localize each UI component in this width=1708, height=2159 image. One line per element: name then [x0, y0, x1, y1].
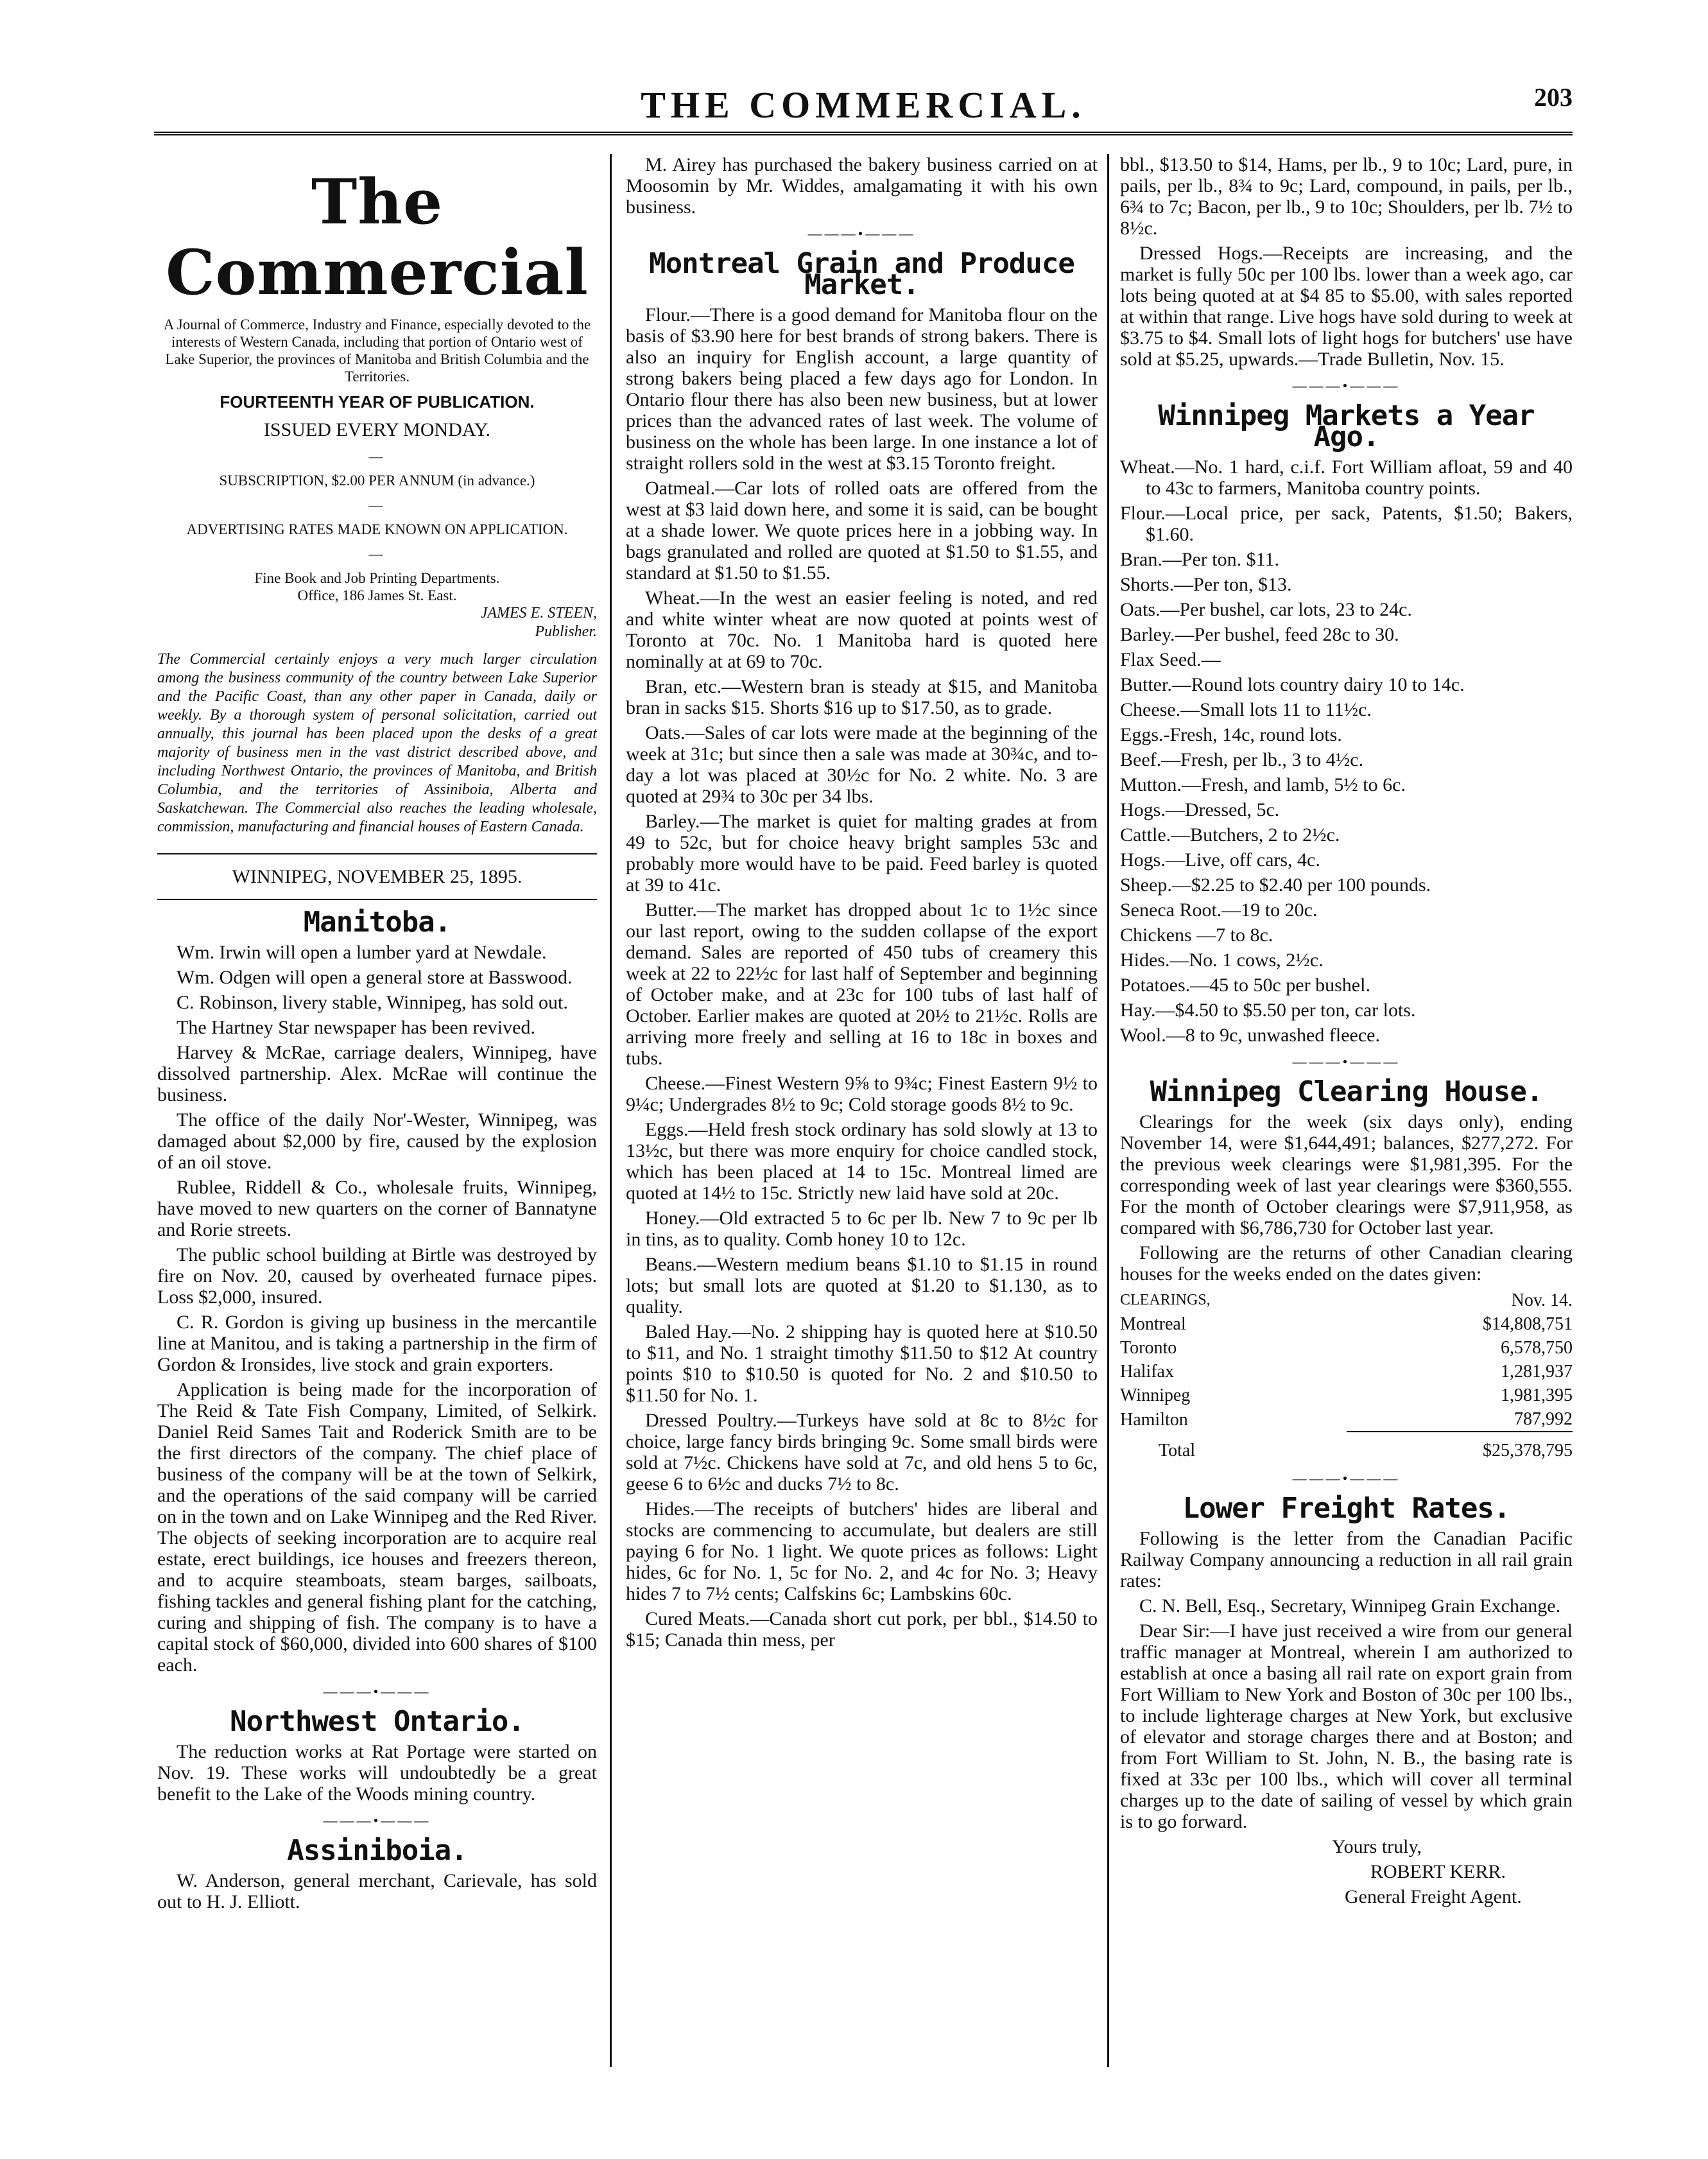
freight-body: Dear Sir:—I have just received a wire from our general traffic manager at Montreal, wherein I am authorized to establish at once a basing all rail rate on export grain from Fort William to New York and Boston of 30c per 100 lbs., to include lighterage charges at New York, but exclusive of elevator and storage charges there and at Boston; and from Fort William to St. John, N. B., the basing rate is fixed at 33c per 100 lbs., which will cover all terminal charges up to the date of sailing of vessel by which grain is to go forward. — [1120, 1620, 1573, 1832]
city-value: 6,578,750 — [1501, 1338, 1573, 1358]
city-name: Winnipeg — [1120, 1385, 1191, 1405]
market-item: Cheese.—Finest Western 9⅝ to 9¾c; Finest Eastern 9½ to 9¼c; Undergrades 8½ to 9c; Cold storage goods 8½ to 9c. — [626, 1073, 1098, 1115]
news-item: The office of the daily Nor'-Wester, Winnipeg, was damaged about $2,000 by fire, caused by the explosion of an oil stove. — [157, 1109, 597, 1173]
market-item: Butter.—The market has dropped about 1c to 1½c since our last report, owing to the sudden collapse of the export demand. Sales are reported of 450 tubs of creamery this week at 22 to 22½c for last half of September and beginning of October make, and at 23c for 100 tubs of last half of October. Earlier makes are quoted at 20½ to 21½c. Rolls are arriving more freely and selling at 16 to 18c in boxes and tubs. — [626, 899, 1098, 1069]
list-item: Cheese.—Small lots 11 to 11½c. — [1120, 699, 1372, 720]
list-item: Mutton.—Fresh, and lamb, 5½ to 6c. — [1120, 774, 1406, 795]
news-item: Harvey & McRae, carriage dealers, Winnipeg, have dissolved partnership. Alex. McRae will continue the business. — [157, 1042, 597, 1106]
issued-line: ISSUED EVERY MONDAY. — [263, 419, 491, 440]
page-number: 203 — [1534, 83, 1573, 112]
clearing-paragraph: Following are the returns of other Canadian clearing houses for the weeks ended on the dates given: — [1120, 1242, 1573, 1285]
clearing-paragraph: Clearings for the week (six days only), ending November 14, were $1,644,491; balances, $277,272. For the previous week clearings were $1,981,395. For the corresponding week of last year clearings were $360,555. For the month of October clearings were $7,911,958, as compared with $6,786,730 for October last year. — [1120, 1111, 1573, 1238]
separator: ———•——— — [323, 1812, 431, 1828]
running-title: THE COMMERCIAL. — [641, 84, 1086, 126]
list-item: Flax Seed.— — [1120, 649, 1221, 670]
list-item: Chickens —7 to 8c. — [1120, 924, 1273, 946]
list-item: Sheep.—$2.25 to $2.40 per 100 pounds. — [1120, 874, 1431, 896]
news-item: M. Airey has purchased the bakery business carried on at Moosomin by Mr. Widdes, amalgamating it with his own business. — [626, 154, 1098, 218]
section-heading: Montreal Grain and Produce Market. — [649, 247, 1074, 301]
market-item: Oats.—Sales of car lots were made at the beginning of the week at 31c; but since then a sale was made at 30¾c, and to-day a lot was placed at 30½c for No. 2 white. No. 3 are quoted at 29¾ to 30c per 34 lbs. — [626, 722, 1098, 807]
header-rule — [154, 132, 1573, 135]
city-name: Hamilton — [1120, 1409, 1188, 1430]
city-name: Halifax — [1120, 1362, 1174, 1382]
freight-address: C. N. Bell, Esq., Secretary, Winnipeg Grain Exchange. — [1139, 1595, 1561, 1617]
column-rule-2 — [1107, 154, 1109, 2067]
separator: ———•——— — [1292, 1470, 1401, 1486]
news-item: The reduction works at Rat Portage were started on Nov. 19. These works will undoubtedly be a great benefit to the Lake of the Woods mining country. — [157, 1741, 597, 1805]
market-item: bbl., $13.50 to $14, Hams, per lb., 9 to 10c; Lard, pure, in pails, per lb., 8¾ to 9c; Lard, compound, in pails, per lb., 6¾ to 7c; Bacon, per lb., 9 to 10c; Shoulders, per lb. 7½ to 8½c. — [1120, 154, 1573, 239]
column-rule-1 — [610, 154, 612, 2067]
market-item: Wheat.—In the west an easier feeling is noted, and red and white winter wheat are now quoted at points west of Toronto at 70c. No. 1 Manitoba hard is quoted here nominally at at 69 to 70c. — [626, 587, 1098, 672]
dateline: WINNIPEG, NOVEMBER 25, 1895. — [157, 853, 597, 900]
city-name: Montreal — [1120, 1314, 1186, 1334]
advertising-line: ADVERTISING RATES MADE KNOWN ON APPLICATION. — [186, 521, 568, 537]
total-value: $25,378,795 — [1347, 1432, 1573, 1462]
city-value: 787,992 — [1514, 1409, 1573, 1429]
list-item: Hides.—No. 1 cows, 2½c. — [1120, 949, 1324, 971]
list-item: Beef.—Fresh, per lb., 3 to 4½c. — [1120, 749, 1364, 770]
list-item: Hogs.—Live, off cars, 4c. — [1120, 849, 1320, 871]
city-name: Toronto — [1120, 1338, 1177, 1358]
news-item: Wm. Irwin will open a lumber yard at Newdale. — [177, 942, 547, 963]
news-item: Rublee, Riddell & Co., wholesale fruits, Winnipeg, have moved to new quarters on the corner of Bannatyne and Rorie streets. — [157, 1177, 597, 1240]
separator: — — [368, 497, 386, 513]
market-item: Barley.—The market is quiet for malting grades at from 49 to 52c, but for choice heavy bright samples 53c and probably more would have to be paid. Feed barley is quoted at 39 to 41c. — [626, 811, 1098, 896]
market-item: Dressed Hogs.—Receipts are increasing, and the market is fully 50c per 100 lbs. lower than a week ago, car lots being quoted at at $4 85 to $5.00, with sales reported at within that range. Live hogs have sold during to week at $3.75 to $4. Small lots of light hogs for butchers' use have sold at $5.25, upwards.—Trade Bulletin, Nov. 15. — [1120, 243, 1573, 370]
list-item: Seneca Root.—19 to 20c. — [1120, 899, 1318, 921]
table-row — [1120, 1312, 1573, 1336]
clearings-date-label: Nov. 14. — [1511, 1290, 1573, 1310]
freight-intro: Following is the letter from the Canadian Pacific Railway Company announcing a reduction in all rail grain rates: — [1120, 1528, 1573, 1591]
signer: ROBERT KERR. — [1370, 1861, 1506, 1882]
city-value: 1,281,937 — [1501, 1362, 1573, 1382]
list-item: Hogs.—Dressed, 5c. — [1120, 799, 1280, 820]
clearings-table — [1120, 1288, 1573, 1462]
publisher-name: JAMES E. STEEN, — [480, 605, 597, 621]
separator: — — [368, 546, 386, 562]
section-heading: Northwest Ontario. — [230, 1705, 524, 1738]
column-2 — [626, 154, 1098, 2093]
masthead-title: The Commercial — [166, 166, 589, 309]
printing-line: Fine Book and Job Printing Departments. — [254, 570, 500, 586]
separator: ———•——— — [1292, 377, 1401, 394]
section-heading: Lower Freight Rates. — [1182, 1492, 1510, 1525]
list-item: Potatoes.—45 to 50c per bushel. — [1120, 975, 1370, 996]
list-item: Cattle.—Butchers, 2 to 2½c. — [1120, 824, 1340, 845]
separator: — — [368, 448, 386, 464]
year-ago-list — [1120, 456, 1573, 1046]
list-item: Barley.—Per bushel, feed 28c to 30. — [1120, 624, 1399, 645]
news-item: C. R. Gordon is giving up business in the mercantile line at Manitou, and is taking a partnership in the firm of Gordon & Ironsides, live stock and grain exporters. — [157, 1312, 597, 1375]
list-item: Eggs.-Fresh, 14c, round lots. — [1120, 724, 1342, 745]
market-item: Beans.—Western medium beans $1.10 to $1.15 in round lots; but small lots are quoted at $1.20 to $1.130, as to quality. — [626, 1254, 1098, 1317]
signature-block — [1120, 1836, 1573, 1907]
list-item: Bran.—Per ton. $11. — [1120, 549, 1280, 570]
column-1 — [157, 154, 597, 2093]
table-row — [1120, 1383, 1573, 1407]
clearings-column-label: CLEARINGS, — [1120, 1292, 1211, 1308]
list-item: Flour.—Local price, per sack, Patents, $1.50; Bakers, $1.60. — [1120, 503, 1573, 545]
page-header — [154, 77, 1573, 148]
office-line: Office, 186 James St. East. — [297, 587, 457, 603]
section-heading: Winnipeg Clearing House. — [1150, 1075, 1543, 1108]
circulation-blurb: The Commercial certainly enjoys a very much larger circulation among the business community of the country between Lake Superior and the Pacific Coast, than any other paper in Canada, daily or weekly. By a thorough system of personal solicitation, carried out annually, this journal has been placed upon the desks of a great majority of business men in the vast district described above, and including Northwest Ontario, the provinces of Manitoba, and British Columbia, and the territories of Assiniboia, Alberta and Saskatchewan. The Commercial also reaches the leading wholesale, commission, manufacturing and financial houses of Eastern Canada. — [157, 651, 597, 835]
subscription-line: SUBSCRIPTION, $2.00 PER ANNUM (in advance.) — [219, 473, 535, 489]
table-header-row — [1120, 1288, 1573, 1312]
section-heading: Manitoba. — [303, 906, 451, 939]
table-row — [1120, 1336, 1573, 1360]
separator: ———•——— — [807, 225, 916, 241]
manitoba-items — [157, 942, 597, 1676]
market-item: Hides.—The receipts of butchers' hides are liberal and stocks are commencing to accumulate, but dealers are still paying 6 for No. 1 light. We quote prices as follows: Light hides, 6c for No. 1, 5c for No. 2, and 4c for No. 3; Heavy hides 7 to 7½ cents; Calfskins 6c; Lambskins 60c. — [626, 1498, 1098, 1604]
signer-title: General Freight Agent. — [1345, 1886, 1522, 1907]
publication-year: FOURTEENTH YEAR OF PUBLICATION. — [220, 392, 535, 412]
table-row — [1120, 1360, 1573, 1383]
market-item: Honey.—Old extracted 5 to 6c per lb. New 7 to 9c per lb in tins, as to quality. Comb honey 10 to 12c. — [626, 1208, 1098, 1250]
market-item: Eggs.—Held fresh stock ordinary has sold slowly at 13 to 13½c, but there was more enquiry for choice candled stock, which has been placed at 14 to 15c. Montreal limed are quoted at 14½ to 15c. Strictly new laid have sold at 20c. — [626, 1119, 1098, 1204]
total-label: Total — [1159, 1440, 1196, 1461]
news-item: C. Robinson, livery stable, Winnipeg, has sold out. — [177, 992, 568, 1013]
market-item: Bran, etc.—Western bran is steady at $15, and Manitoba bran in sacks $15. Shorts $16 up to $17.50, as to grade. — [626, 676, 1098, 718]
list-item: Hay.—$4.50 to $5.50 per ton, car lots. — [1120, 1000, 1416, 1021]
city-value: 1,981,395 — [1501, 1385, 1573, 1405]
separator: ———•——— — [1292, 1053, 1401, 1070]
list-item: Shorts.—Per ton, $13. — [1120, 574, 1292, 595]
column-3 — [1120, 154, 1573, 2093]
masthead-description: A Journal of Commerce, Industry and Finance, especially devoted to the interests of Western Canada, including that portion of Ontario west of Lake Superior, the provinces of Manitoba and British Columbia and the Territories. — [163, 316, 591, 385]
news-item: Wm. Odgen will open a general store at Basswood. — [177, 967, 573, 988]
market-item: Dressed Poultry.—Turkeys have sold at 8c to 8½c for choice, large fancy birds bringing 9c. Some small birds were sold at 7½c. Chickens have sold at 7c, and old hens 5 to 6c, geese 6 to 6½c and ducks 7½ to 8c. — [626, 1410, 1098, 1495]
list-item: Wheat.—No. 1 hard, c.i.f. Fort William afloat, 59 and 40 to 43c to farmers, Manitoba country points. — [1120, 456, 1573, 499]
market-item: Cured Meats.—Canada short cut pork, per bbl., $14.50 to $15; Canada thin mess, per — [626, 1608, 1098, 1651]
news-item: W. Anderson, general merchant, Carievale, has sold out to H. J. Elliott. — [157, 1870, 597, 1912]
section-heading: Winnipeg Markets a Year Ago. — [1158, 399, 1535, 453]
section-heading: Assiniboia. — [287, 1834, 467, 1867]
table-total-row — [1120, 1432, 1573, 1462]
market-item: Baled Hay.—No. 2 shipping hay is quoted here at $10.50 to $11, and No. 1 straight timothy $11.50 to $12 At country points $10 to $10.50 is quoted for No. 2 and $10.50 to $11.50 for No. 1. — [626, 1321, 1098, 1406]
news-item: The public school building at Birtle was destroyed by fire on Nov. 20, caused by overheated furnace pipes. Loss $2,000, insured. — [157, 1244, 597, 1308]
table-row — [1120, 1407, 1573, 1432]
closing: Yours truly, — [1332, 1836, 1422, 1857]
news-item: Application is being made for the incorporation of The Reid & Tate Fish Company, Limited, of Selkirk. Daniel Reid Sames Tait and Roderick Smith are to be the first directors of the company. The chief place of business of the company will be at the town of Selkirk, and the operations of the said company will be carried on in the town and on Lake Winnipeg and the Red River. The objects of seeking incorporation are to acquire real estate, erect buildings, ice houses and freezers thereon, and to acquire steamboats, steam barges, sailboats, fishing tackles and general fishing plant for the catching, curing and shipping of fish. The company is to have a capital stock of $60,000, divided into 600 shares of $100 each. — [157, 1379, 597, 1676]
market-item: Flour.—There is a good demand for Manitoba flour on the basis of $3.90 here for best brands of strong bakers. There is also an inquiry for English account, a large quantity of strong bakers being placed a few days ago for London. In Ontario flour there has also been new business, but at lower prices than the advanced rates of last week. The volume of business on the whole has been large. In one instance a lot of straight rollers sold in the west at $3.15 Toronto freight. — [626, 304, 1098, 474]
news-item: The Hartney Star newspaper has been revived. — [177, 1017, 535, 1038]
city-value: $14,808,751 — [1483, 1314, 1573, 1334]
publisher-role: Publisher. — [535, 623, 597, 640]
market-item: Oatmeal.—Car lots of rolled oats are offered from the west at $3 laid down here, and some it is said, can be bought at a shade lower. We quote prices here in a jobbing way. In bags granulated and rolled are quoted at $1.50 to $1.55, and standard at $1.50 to $1.55. — [626, 478, 1098, 584]
list-item: Wool.—8 to 9c, unwashed fleece. — [1120, 1025, 1380, 1046]
separator: ———•——— — [323, 1683, 431, 1699]
list-item: Butter.—Round lots country dairy 10 to 14c. — [1120, 674, 1465, 695]
list-item: Oats.—Per bushel, car lots, 23 to 24c. — [1120, 599, 1412, 620]
